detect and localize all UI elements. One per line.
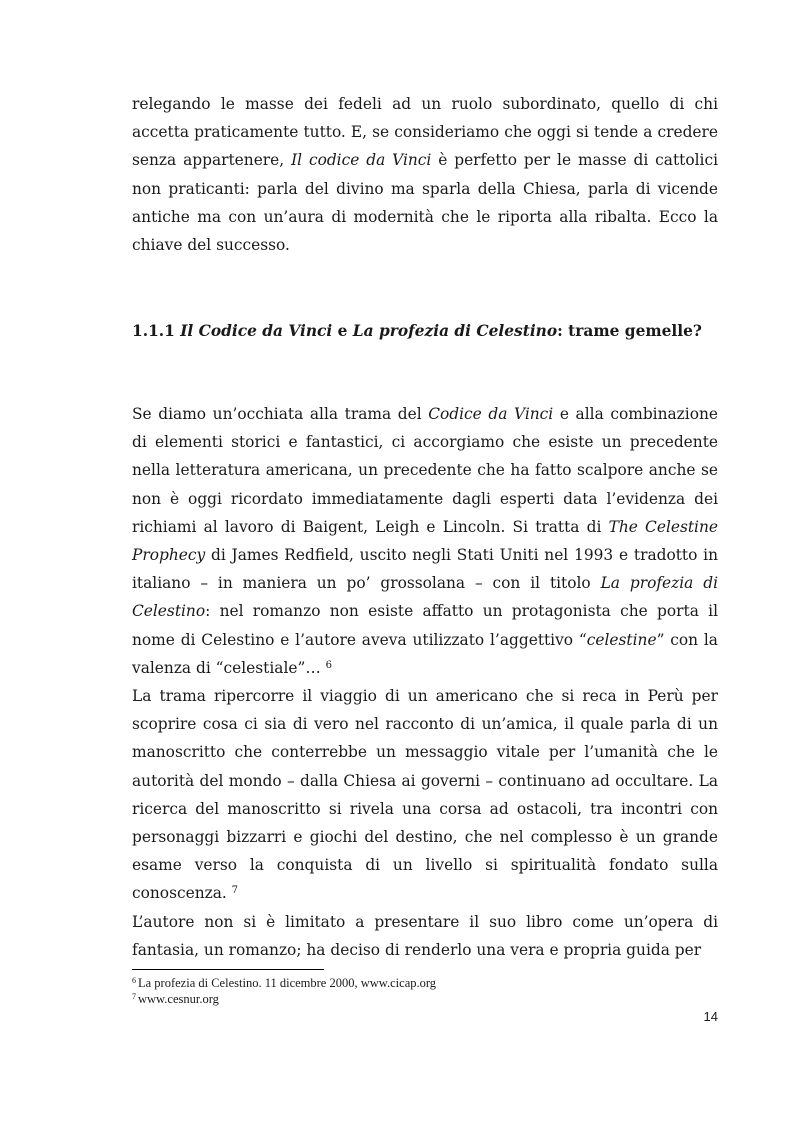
paragraph-author — [132, 908, 718, 964]
text-run: ” con la valenza di “celestiale”… — [132, 630, 718, 677]
text-run: Se diamo un’occhiata alla trama del — [132, 405, 429, 423]
italic-title: Il Codice da Vinci — [180, 322, 333, 340]
text-run: e alla combinazione di elementi storici e fantastici, ci accorgiamo che esiste un precedente nella letteratura americana, un precedente che ha fatto scalpore anche se non è oggi ricordato immediatamente dagli esperti data l’evidenza dei richiami al lavoro di Baigent, Leigh e Lincoln. Si tratta di — [132, 405, 719, 536]
italic-title: Il codice da Vinci — [291, 151, 432, 170]
footnote-text: www.cesnur.org — [138, 992, 219, 1006]
footnote-number: 7 — [132, 992, 136, 1001]
footnote — [132, 975, 718, 991]
footnote-reference[interactable]: 7 — [231, 885, 239, 897]
italic-title: La profezia di Celestino — [132, 574, 718, 621]
italic-title: Codice da Vinci — [428, 405, 554, 423]
footnote-number: 6 — [132, 976, 136, 985]
footnote-reference[interactable]: 6 — [325, 659, 333, 671]
section-body — [132, 400, 718, 964]
paragraph-continued — [132, 90, 718, 259]
page-number: 14 — [703, 1009, 718, 1024]
text-run: : trame gemelle? — [557, 322, 702, 340]
italic-word: celestine — [586, 630, 657, 649]
paragraph-plot — [132, 682, 718, 908]
footnote — [132, 991, 718, 1007]
text-run: : nel romanzo non esiste affatto un protagonista che porta il nome di Celestino e l’autore aveva utilizzato l’aggettivo “ — [132, 602, 718, 649]
text-run: L’autore non si è limitato a presentare il suo libro come un’opera di fantasia, un romanzo; ha deciso di renderlo una vera e propria guida per — [132, 912, 718, 959]
section-heading — [132, 317, 718, 345]
paragraph-celestine — [132, 400, 718, 682]
text-run: relegando le masse dei fedeli ad un ruolo subordinato, quello di chi accetta praticamente tutto. E, se consideriamo che oggi si tende a credere senza appartenere, — [132, 95, 718, 170]
text-run: La trama ripercorre il viaggio di un americano che si reca in Perù per scoprire cosa ci sia di vero nel racconto di un’amica, il quale parla di un manoscritto che conterrebbe un messaggio vitale per l’umanità che le autorità del mondo – dalla Chiesa ai governi – continuano ad occultare. La ricerca del manoscritto si rivela una corsa ad ostacoli, tra incontri con personaggi bizzarri e giochi del destino, che nel complesso è un grande esame verso la conquista di un livello si spiritualità fondato sulla conoscenza. — [132, 687, 718, 903]
text-run: di James Redfield, uscito negli Stati Uniti nel 1993 e tradotto in italiano – in maniera un po’ grossolana – con il titolo — [132, 546, 718, 593]
text-run: è perfetto per le masse di cattolici non praticanti: parla del divino ma sparla della Chiesa, parla di vicende antiche ma con un’aura di modernità che le riporta alla ribalta. Ecco la chiave del successo. — [132, 151, 718, 255]
text-run: e — [332, 322, 353, 340]
footnote-separator — [132, 969, 324, 970]
section-number: 1.1.1 — [132, 322, 181, 340]
italic-title: The Celestine Prophecy — [132, 517, 718, 565]
footnotes — [132, 975, 718, 1007]
body-paragraph — [132, 90, 718, 259]
footnote-text: La profezia di Celestino. 11 dicembre 2000, www.cicap.org — [138, 976, 437, 990]
italic-title: La profezia di Celestino — [352, 322, 558, 340]
